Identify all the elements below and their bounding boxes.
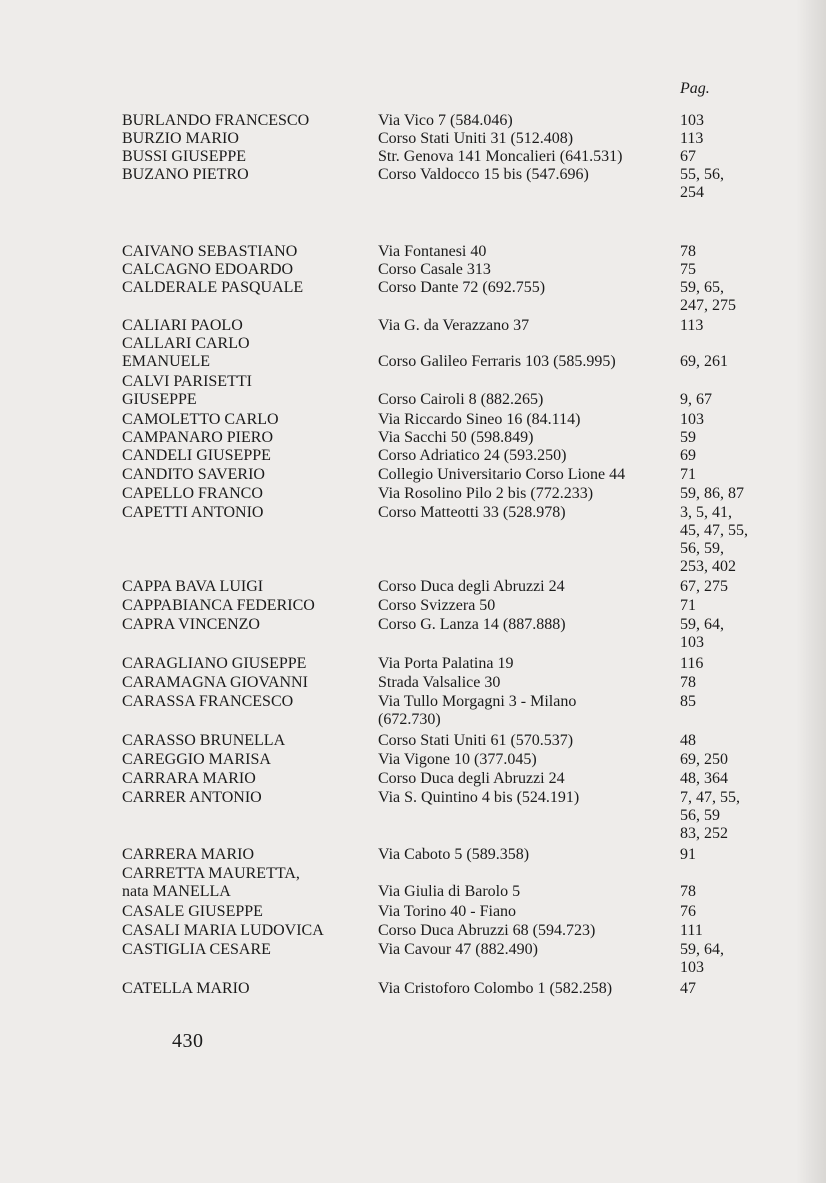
entry-address: Via Riccardo Sineo 16 (84.114) xyxy=(378,411,581,428)
entry-address: Corso Duca degli Abruzzi 24 xyxy=(378,578,565,595)
entry-pages: 71 xyxy=(680,466,696,483)
entry-pages: 69, 250 xyxy=(680,751,728,768)
entry-name: CAREGGIO MARISA xyxy=(122,751,271,768)
entry-pages: 48, 364 xyxy=(680,770,728,787)
entry-name: BUSSI GIUSEPPE xyxy=(122,148,247,165)
entry-name: CAIVANO SEBASTIANO xyxy=(122,243,298,260)
entry-pages: 71 xyxy=(680,597,696,614)
entry-address: Via Rosolino Pilo 2 bis (772.233) xyxy=(378,485,594,502)
entry-address: Via Caboto 5 (589.358) xyxy=(378,846,530,863)
entry-address: Corso Galileo Ferraris 103 (585.995) xyxy=(378,353,616,370)
pag-column-header: Pag. xyxy=(680,80,710,97)
entry-name: CALVI PARISETTI GIUSEPPE xyxy=(122,373,252,408)
entry-address: Corso Dante 72 (692.755) xyxy=(378,279,546,296)
entry-pages: 85 xyxy=(680,693,696,710)
entry-address: Via Cristoforo Colombo 1 (582.258) xyxy=(378,980,613,997)
entry-name: CANDELI GIUSEPPE xyxy=(122,447,271,464)
entry-pages: 69 xyxy=(680,447,696,464)
entry-address: Corso Duca Abruzzi 68 (594.723) xyxy=(378,922,596,939)
entry-address: Via Cavour 47 (882.490) xyxy=(378,941,538,958)
entry-address: Strada Valsalice 30 xyxy=(378,674,501,691)
entry-name: CAMPANARO PIERO xyxy=(122,429,273,446)
entry-name: CARRETTA MAURETTA, nata MANELLA xyxy=(122,865,300,900)
entry-pages: 59, 86, 87 xyxy=(680,485,744,502)
entry-name: CARASSA FRANCESCO xyxy=(122,693,294,710)
entry-address: Collegio Universitario Corso Lione 44 xyxy=(378,466,626,483)
entry-name: BURLANDO FRANCESCO xyxy=(122,112,310,129)
entry-name: CASTIGLIA CESARE xyxy=(122,941,271,958)
entry-pages: 116 xyxy=(680,655,704,672)
entry-name: CARASSO BRUNELLA xyxy=(122,732,286,749)
entry-pages: 47 xyxy=(680,980,696,997)
entry-name: CARRARA MARIO xyxy=(122,770,256,787)
entry-name: CALIARI PAOLO xyxy=(122,317,243,334)
entry-name: CARAGLIANO GIUSEPPE xyxy=(122,655,307,672)
entry-address: Corso Matteotti 33 (528.978) xyxy=(378,504,566,521)
entry-name: CALCAGNO EDOARDO xyxy=(122,261,294,278)
entry-pages: 103 xyxy=(680,112,704,129)
page-number: 430 xyxy=(172,1030,204,1052)
entry-name: BURZIO MARIO xyxy=(122,130,239,147)
entry-pages: 67, 275 xyxy=(680,578,728,595)
entry-pages: 111 xyxy=(680,922,703,939)
entry-address: Corso Stati Uniti 61 (570.537) xyxy=(378,732,574,749)
entry-name: CAPRA VINCENZO xyxy=(122,616,260,633)
entry-pages: 3, 5, 41, 45, 47, 55, 56, 59, 253, 402 xyxy=(680,504,748,575)
entry-name: CAPETTI ANTONIO xyxy=(122,504,264,521)
entry-address: Via G. da Verazzano 37 xyxy=(378,317,530,334)
entry-address: Via Vigone 10 (377.045) xyxy=(378,751,537,768)
entry-name: CASALE GIUSEPPE xyxy=(122,903,263,920)
entry-pages: 76 xyxy=(680,903,696,920)
entry-pages: 78 xyxy=(680,674,696,691)
entry-address: Corso Stati Uniti 31 (512.408) xyxy=(378,130,574,147)
entry-address: Via Tullo Morgagni 3 - Milano (672.730) xyxy=(378,693,577,728)
entry-pages: 78 xyxy=(680,883,696,900)
entry-address: Via Torino 40 - Fiano xyxy=(378,903,517,920)
entry-name: CASALI MARIA LUDOVICA xyxy=(122,922,324,939)
entry-address: Via Sacchi 50 (598.849) xyxy=(378,429,534,446)
entry-name: CAMOLETTO CARLO xyxy=(122,411,279,428)
entry-pages: 7, 47, 55, 56, 59 83, 252 xyxy=(680,789,740,842)
entry-pages: 9, 67 xyxy=(680,391,712,408)
entry-address: Corso Adriatico 24 (593.250) xyxy=(378,447,567,464)
entry-pages: 103 xyxy=(680,411,704,428)
entry-address: Via S. Quintino 4 bis (524.191) xyxy=(378,789,580,806)
entry-pages: 91 xyxy=(680,846,696,863)
entry-address: Str. Genova 141 Moncalieri (641.531) xyxy=(378,148,623,165)
entry-address: Corso G. Lanza 14 (887.888) xyxy=(378,616,566,633)
entry-address: Corso Cairoli 8 (882.265) xyxy=(378,391,544,408)
entry-address: Corso Casale 313 xyxy=(378,261,491,278)
entry-pages: 59, 64, 103 xyxy=(680,941,724,976)
entry-name: CAPPABIANCA FEDERICO xyxy=(122,597,315,614)
entry-name: CARAMAGNA GIOVANNI xyxy=(122,674,308,691)
entry-name: CATELLA MARIO xyxy=(122,980,250,997)
entry-address: Via Vico 7 (584.046) xyxy=(378,112,513,129)
entry-name: CARRERA MARIO xyxy=(122,846,255,863)
entry-address: Via Giulia di Barolo 5 xyxy=(378,883,521,900)
entry-address: Corso Svizzera 50 xyxy=(378,597,496,614)
entry-name: CARRER ANTONIO xyxy=(122,789,262,806)
entry-address: Corso Duca degli Abruzzi 24 xyxy=(378,770,565,787)
entry-pages: 59, 65, 247, 275 xyxy=(680,279,736,314)
entry-name: CALDERALE PASQUALE xyxy=(122,279,304,296)
entry-name: CANDITO SAVERIO xyxy=(122,466,265,483)
entry-address: Via Porta Palatina 19 xyxy=(378,655,514,672)
entry-pages: 59 xyxy=(680,429,696,446)
entry-pages: 69, 261 xyxy=(680,353,728,370)
page-edge-shadow xyxy=(796,0,826,1183)
entry-pages: 78 xyxy=(680,243,696,260)
entry-pages: 48 xyxy=(680,732,696,749)
entry-name: CAPPA BAVA LUIGI xyxy=(122,578,264,595)
entry-address: Corso Valdocco 15 bis (547.696) xyxy=(378,166,589,183)
entry-address: Via Fontanesi 40 xyxy=(378,243,487,260)
entry-pages: 75 xyxy=(680,261,696,278)
entry-name: CALLARI CARLO EMANUELE xyxy=(122,335,250,370)
entry-pages: 113 xyxy=(680,130,704,147)
entry-pages: 67 xyxy=(680,148,696,165)
entry-name: BUZANO PIETRO xyxy=(122,166,249,183)
entry-name: CAPELLO FRANCO xyxy=(122,485,263,502)
entry-pages: 59, 64, 103 xyxy=(680,616,724,651)
entry-pages: 113 xyxy=(680,317,704,334)
entry-pages: 55, 56, 254 xyxy=(680,166,724,201)
